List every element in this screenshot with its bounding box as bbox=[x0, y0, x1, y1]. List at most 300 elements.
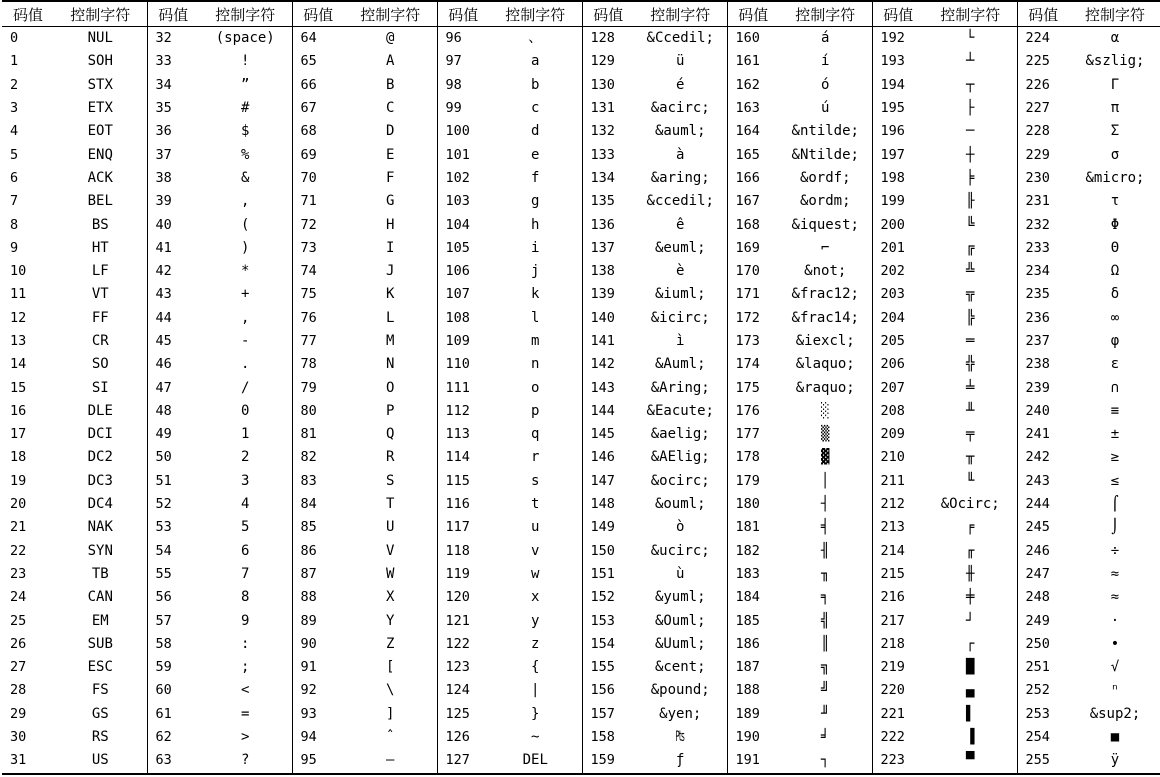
control-char-cell: CR bbox=[91, 333, 109, 349]
code-value-cell: 147 bbox=[582, 470, 634, 493]
control-char-cell: FS bbox=[91, 682, 109, 699]
code-value-cell: 51 bbox=[147, 470, 199, 493]
code-value-cell: 185 bbox=[727, 609, 779, 632]
code-value-cell: 91 bbox=[292, 656, 344, 679]
control-char-cell: &raquo; bbox=[795, 379, 855, 396]
code-value-cell: 79 bbox=[292, 376, 344, 399]
control-char-cell: V bbox=[386, 542, 395, 559]
code-value-cell: 41 bbox=[147, 237, 199, 260]
code-value-cell: 201 bbox=[872, 237, 924, 260]
control-char-cell: 0 bbox=[241, 402, 250, 419]
code-value-cell: 191 bbox=[727, 749, 779, 773]
table-row bbox=[2, 190, 1160, 213]
code-value-cell: 81 bbox=[292, 423, 344, 446]
control-char-cell: v bbox=[531, 542, 540, 559]
code-value-cell: 159 bbox=[582, 749, 634, 773]
code-value-cell: 253 bbox=[1017, 703, 1069, 726]
table-row bbox=[2, 50, 1160, 73]
control-char-cell: ┤ bbox=[821, 496, 830, 513]
code-value-cell: 115 bbox=[437, 470, 489, 493]
code-value-cell: 61 bbox=[147, 703, 199, 726]
code-value-cell: 4 bbox=[10, 123, 19, 140]
control-char-cell: DLE bbox=[87, 402, 113, 419]
code-value-cell: 150 bbox=[582, 540, 634, 563]
code-value-cell: 12 bbox=[10, 309, 27, 326]
code-value-cell: 228 bbox=[1017, 120, 1069, 143]
code-value-cell: 206 bbox=[872, 353, 924, 376]
control-char-cell: $ bbox=[241, 123, 250, 140]
control-char-cell: C bbox=[386, 100, 395, 117]
control-char-cell: ┘ bbox=[966, 612, 975, 629]
header-char-label: 控制字符 bbox=[54, 1, 147, 27]
control-char-cell: ■ bbox=[1110, 729, 1120, 746]
control-char-cell: &ouml; bbox=[654, 496, 706, 513]
code-value-cell: 55 bbox=[147, 563, 199, 586]
control-char-cell: &laquo; bbox=[795, 356, 855, 373]
code-value-cell: 161 bbox=[727, 50, 779, 73]
code-value-cell: 30 bbox=[10, 729, 27, 746]
control-char-cell: ╖ bbox=[821, 565, 830, 582]
table-row bbox=[2, 540, 1160, 563]
control-char-cell: TB bbox=[91, 565, 109, 582]
control-char-cell: B bbox=[386, 76, 395, 93]
code-value-cell: 210 bbox=[872, 446, 924, 469]
code-value-cell: 243 bbox=[1017, 470, 1069, 493]
code-value-cell: 255 bbox=[1017, 749, 1069, 773]
control-char-cell: @ bbox=[386, 30, 395, 47]
control-char-cell: SO bbox=[91, 356, 109, 373]
code-value-cell: 215 bbox=[872, 563, 924, 586]
control-char-cell: &icirc; bbox=[650, 309, 710, 326]
code-value-cell: 156 bbox=[582, 679, 634, 702]
control-char-cell: 3 bbox=[241, 472, 250, 489]
control-char-cell: 2 bbox=[241, 449, 250, 466]
code-value-cell: 127 bbox=[437, 749, 489, 773]
control-char-cell: &ocirc; bbox=[650, 472, 710, 489]
code-value-cell: 236 bbox=[1017, 307, 1069, 330]
code-value-cell: 67 bbox=[292, 97, 344, 120]
code-value-cell: 184 bbox=[727, 586, 779, 609]
control-char-cell: t bbox=[531, 496, 540, 513]
table-row bbox=[2, 260, 1160, 283]
code-value-cell: 15 bbox=[10, 379, 27, 396]
control-char-cell: ÿ bbox=[1069, 749, 1160, 773]
code-value-cell: 177 bbox=[727, 423, 779, 446]
header-code-label: 码值 bbox=[872, 1, 924, 27]
control-char-cell: e bbox=[531, 146, 540, 163]
code-value-cell: 75 bbox=[292, 283, 344, 306]
header-code-label: 码值 bbox=[147, 1, 199, 27]
code-value-cell: 199 bbox=[872, 190, 924, 213]
control-char-cell: 6 bbox=[241, 542, 250, 559]
code-value-cell: 245 bbox=[1017, 516, 1069, 539]
table-row bbox=[2, 307, 1160, 330]
control-char-cell: &cent; bbox=[654, 659, 706, 676]
code-value-cell: 31 bbox=[2, 749, 54, 773]
control-char-cell: CAN bbox=[87, 589, 113, 606]
control-char-cell: ╔ bbox=[966, 239, 975, 256]
code-value-cell: 62 bbox=[147, 726, 199, 749]
code-value-cell: 106 bbox=[437, 260, 489, 283]
control-char-cell: ╞ bbox=[966, 169, 975, 186]
control-char-cell: ╪ bbox=[966, 589, 975, 606]
control-char-cell: ╗ bbox=[821, 659, 830, 676]
code-value-cell: 248 bbox=[1017, 586, 1069, 609]
code-value-cell: 186 bbox=[727, 633, 779, 656]
control-char-cell: &Ntilde; bbox=[791, 146, 859, 163]
control-char-cell: I bbox=[386, 239, 395, 256]
code-value-cell: 21 bbox=[10, 519, 27, 536]
control-char-cell: > bbox=[241, 729, 250, 746]
control-char-cell: ┴ bbox=[966, 53, 975, 70]
control-char-cell: ) bbox=[241, 239, 250, 256]
control-char-cell: ┐ bbox=[779, 749, 872, 773]
table-row bbox=[2, 679, 1160, 702]
code-value-cell: 87 bbox=[292, 563, 344, 586]
code-value-cell: 69 bbox=[292, 143, 344, 166]
table-row bbox=[2, 470, 1160, 493]
code-value-cell: 233 bbox=[1017, 237, 1069, 260]
control-char-cell: NAK bbox=[87, 519, 113, 536]
control-char-cell: GS bbox=[91, 705, 109, 722]
control-char-cell: Φ bbox=[1110, 216, 1120, 233]
control-char-cell: l bbox=[531, 309, 540, 326]
code-value-cell: 98 bbox=[437, 74, 489, 97]
code-value-cell: 226 bbox=[1017, 74, 1069, 97]
control-char-cell: RS bbox=[91, 729, 109, 746]
code-value-cell: 20 bbox=[10, 496, 27, 513]
code-value-cell: 205 bbox=[872, 330, 924, 353]
control-char-cell: &Aring; bbox=[650, 379, 710, 396]
code-value-cell: 170 bbox=[727, 260, 779, 283]
control-char-cell: π bbox=[1110, 100, 1120, 117]
header-char-label: 控制字符 bbox=[1069, 1, 1160, 27]
control-char-cell: &aelig; bbox=[650, 426, 710, 443]
control-char-cell: ╤ bbox=[966, 426, 975, 443]
code-value-cell: 227 bbox=[1017, 97, 1069, 120]
control-char-cell: ETX bbox=[87, 100, 113, 117]
code-value-cell: 239 bbox=[1017, 376, 1069, 399]
code-value-cell: 234 bbox=[1017, 260, 1069, 283]
control-char-cell: ESC bbox=[87, 659, 113, 676]
code-value-cell: 86 bbox=[292, 540, 344, 563]
code-value-cell: 49 bbox=[147, 423, 199, 446]
code-value-cell: 162 bbox=[727, 74, 779, 97]
code-value-cell: 176 bbox=[727, 400, 779, 423]
control-char-cell: ╫ bbox=[966, 565, 975, 582]
code-value-cell: 231 bbox=[1017, 190, 1069, 213]
code-value-cell: 119 bbox=[437, 563, 489, 586]
header-char-label: 控制字符 bbox=[489, 1, 582, 27]
table-row bbox=[2, 143, 1160, 166]
control-char-cell: ü bbox=[676, 53, 685, 70]
code-value-cell: 247 bbox=[1017, 563, 1069, 586]
code-value-cell: 110 bbox=[437, 353, 489, 376]
control-char-cell: &ucirc; bbox=[650, 542, 710, 559]
control-char-cell: τ bbox=[1110, 193, 1120, 210]
control-char-cell: 4 bbox=[241, 496, 250, 513]
header-char-label: 控制字符 bbox=[634, 1, 727, 27]
control-char-cell: 5 bbox=[241, 519, 250, 536]
code-value-cell: 180 bbox=[727, 493, 779, 516]
code-value-cell: 99 bbox=[437, 97, 489, 120]
control-char-cell: M bbox=[386, 333, 395, 349]
control-char-cell: + bbox=[241, 286, 250, 303]
code-value-cell: 194 bbox=[872, 74, 924, 97]
code-value-cell: 174 bbox=[727, 353, 779, 376]
control-char-cell: . bbox=[241, 356, 250, 373]
control-char-cell: ╕ bbox=[821, 589, 830, 606]
table-row bbox=[2, 749, 1160, 773]
code-value-cell: 76 bbox=[292, 307, 344, 330]
code-value-cell: 146 bbox=[582, 446, 634, 469]
control-char-cell: FF bbox=[91, 309, 109, 326]
control-char-cell: H bbox=[386, 216, 395, 233]
code-value-cell: 24 bbox=[10, 589, 27, 606]
control-char-cell: é bbox=[676, 76, 685, 93]
code-value-cell: 240 bbox=[1017, 400, 1069, 423]
code-value-cell: 107 bbox=[437, 283, 489, 306]
code-value-cell: 230 bbox=[1017, 167, 1069, 190]
code-value-cell: 28 bbox=[10, 682, 27, 699]
code-value-cell: 103 bbox=[437, 190, 489, 213]
control-char-cell: { bbox=[531, 659, 540, 676]
code-value-cell: 249 bbox=[1017, 609, 1069, 632]
code-value-cell: 224 bbox=[1017, 27, 1069, 51]
code-value-cell: 129 bbox=[582, 50, 634, 73]
control-char-cell: ÷ bbox=[1110, 542, 1120, 559]
code-value-cell: 246 bbox=[1017, 540, 1069, 563]
code-value-cell: 5 bbox=[10, 146, 19, 163]
code-value-cell: 45 bbox=[147, 330, 199, 353]
table-row bbox=[2, 376, 1160, 399]
control-char-cell: b bbox=[531, 76, 540, 93]
code-value-cell: 211 bbox=[872, 470, 924, 493]
control-char-cell: █ bbox=[966, 659, 975, 676]
control-char-cell: &auml; bbox=[654, 123, 706, 140]
control-char-cell: &ordf; bbox=[799, 169, 851, 186]
control-char-cell: ░ bbox=[821, 402, 830, 419]
code-value-cell: 178 bbox=[727, 446, 779, 469]
control-char-cell: / bbox=[241, 379, 250, 396]
control-char-cell: i bbox=[531, 239, 540, 256]
control-char-cell: ” bbox=[241, 76, 250, 93]
header-char-label: 控制字符 bbox=[344, 1, 437, 27]
control-char-cell: &ordm; bbox=[799, 193, 851, 210]
code-value-cell: 214 bbox=[872, 540, 924, 563]
control-char-cell: m bbox=[531, 333, 540, 349]
control-char-cell: P bbox=[386, 402, 395, 419]
control-char-cell: - bbox=[241, 333, 250, 349]
code-value-cell: 133 bbox=[582, 143, 634, 166]
control-char-cell: ƒ bbox=[634, 749, 727, 773]
control-char-cell: U bbox=[386, 519, 395, 536]
table-row bbox=[2, 516, 1160, 539]
code-value-cell: 100 bbox=[437, 120, 489, 143]
control-char-cell: Z bbox=[386, 635, 395, 652]
code-value-cell: 197 bbox=[872, 143, 924, 166]
control-char-cell: 1 bbox=[241, 426, 250, 443]
code-value-cell: 56 bbox=[147, 586, 199, 609]
code-value-cell: 50 bbox=[147, 446, 199, 469]
code-value-cell: 140 bbox=[582, 307, 634, 330]
code-value-cell: 22 bbox=[10, 542, 27, 559]
control-char-cell: x bbox=[531, 589, 540, 606]
control-char-cell: ╢ bbox=[821, 542, 830, 559]
code-value-cell: 151 bbox=[582, 563, 634, 586]
control-char-cell: ε bbox=[1110, 356, 1120, 373]
code-value-cell: 42 bbox=[147, 260, 199, 283]
code-value-cell: 157 bbox=[582, 703, 634, 726]
control-char-cell: ∩ bbox=[1110, 379, 1120, 396]
control-char-cell: K bbox=[386, 286, 395, 303]
code-value-cell: 158 bbox=[582, 726, 634, 749]
code-value-cell: 52 bbox=[147, 493, 199, 516]
code-value-cell: 237 bbox=[1017, 330, 1069, 353]
control-char-cell: &Auml; bbox=[654, 356, 706, 373]
code-value-cell: 112 bbox=[437, 400, 489, 423]
control-char-cell: j bbox=[531, 263, 540, 280]
table-row bbox=[2, 237, 1160, 260]
control-char-cell: ╩ bbox=[966, 263, 975, 280]
code-value-cell: 135 bbox=[582, 190, 634, 213]
table-row bbox=[2, 120, 1160, 143]
code-value-cell: 58 bbox=[147, 633, 199, 656]
control-char-cell: &ntilde; bbox=[791, 123, 859, 140]
header-code-label: 码值 bbox=[437, 1, 489, 27]
table-row bbox=[2, 213, 1160, 236]
control-char-cell: 、 bbox=[528, 30, 543, 47]
control-char-cell: F bbox=[386, 169, 395, 186]
table-row bbox=[2, 609, 1160, 632]
code-value-cell: 65 bbox=[292, 50, 344, 73]
control-char-cell: ▒ bbox=[821, 426, 830, 443]
control-char-cell: 9 bbox=[241, 612, 250, 629]
control-char-cell: X bbox=[386, 589, 395, 606]
code-value-cell: 182 bbox=[727, 540, 779, 563]
code-value-cell: 125 bbox=[437, 703, 489, 726]
code-value-cell: 109 bbox=[437, 330, 489, 353]
code-value-cell: 6 bbox=[10, 169, 19, 186]
control-char-cell: ~ bbox=[531, 729, 540, 746]
control-char-cell: &frac12; bbox=[791, 286, 859, 303]
code-value-cell: 132 bbox=[582, 120, 634, 143]
control-char-cell: ˆ bbox=[386, 729, 395, 746]
code-value-cell: 207 bbox=[872, 376, 924, 399]
code-value-cell: 94 bbox=[292, 726, 344, 749]
code-value-cell: 96 bbox=[437, 27, 489, 51]
control-char-cell: a bbox=[531, 53, 540, 70]
control-char-cell: &not; bbox=[804, 263, 847, 280]
control-char-cell: ┌ bbox=[966, 635, 975, 652]
control-char-cell: VT bbox=[91, 286, 109, 303]
control-char-cell: à bbox=[676, 146, 685, 163]
control-char-cell: N bbox=[386, 356, 395, 373]
control-char-cell: ± bbox=[1110, 426, 1120, 443]
control-char-cell: &Ccedil; bbox=[646, 30, 714, 47]
code-value-cell: 212 bbox=[872, 493, 924, 516]
code-value-cell: 92 bbox=[292, 679, 344, 702]
control-char-cell: * bbox=[241, 263, 250, 280]
control-char-cell: W bbox=[386, 565, 395, 582]
control-char-cell: k bbox=[531, 286, 540, 303]
code-value-cell: 84 bbox=[292, 493, 344, 516]
control-char-cell: √ bbox=[1110, 659, 1120, 676]
table-row bbox=[2, 703, 1160, 726]
header-char-label: 控制字符 bbox=[199, 1, 292, 27]
control-char-cell: \ bbox=[386, 682, 395, 699]
control-char-cell: STX bbox=[87, 76, 113, 93]
control-char-cell: ≡ bbox=[1110, 402, 1120, 419]
table-row bbox=[2, 400, 1160, 423]
code-value-cell: 74 bbox=[292, 260, 344, 283]
code-value-cell: 0 bbox=[10, 30, 19, 47]
control-char-cell: ╦ bbox=[966, 286, 975, 303]
control-char-cell: u bbox=[531, 519, 540, 536]
control-char-cell: ≤ bbox=[1110, 472, 1120, 489]
code-value-cell: 40 bbox=[147, 213, 199, 236]
control-char-cell: o bbox=[531, 379, 540, 396]
code-value-cell: 26 bbox=[10, 635, 27, 652]
code-value-cell: 198 bbox=[872, 167, 924, 190]
table-row bbox=[2, 656, 1160, 679]
control-char-cell: ? bbox=[199, 749, 292, 773]
control-char-cell: DC4 bbox=[87, 496, 113, 513]
code-value-cell: 141 bbox=[582, 330, 634, 353]
table-row bbox=[2, 633, 1160, 656]
code-value-cell: 221 bbox=[872, 703, 924, 726]
code-value-cell: 190 bbox=[727, 726, 779, 749]
code-value-cell: 35 bbox=[147, 97, 199, 120]
control-char-cell: ┼ bbox=[966, 146, 975, 163]
control-char-cell: &yen; bbox=[659, 705, 702, 722]
code-value-cell: 29 bbox=[10, 705, 27, 722]
control-char-cell: DC2 bbox=[87, 449, 113, 466]
code-value-cell: 235 bbox=[1017, 283, 1069, 306]
code-value-cell: 102 bbox=[437, 167, 489, 190]
code-value-cell: 208 bbox=[872, 400, 924, 423]
control-char-cell: ú bbox=[821, 100, 830, 117]
code-value-cell: 38 bbox=[147, 167, 199, 190]
code-value-cell: 80 bbox=[292, 400, 344, 423]
table-row bbox=[2, 330, 1160, 353]
code-value-cell: 149 bbox=[582, 516, 634, 539]
table-row bbox=[2, 27, 1160, 51]
code-value-cell: 113 bbox=[437, 423, 489, 446]
control-char-cell: ( bbox=[241, 216, 250, 233]
control-char-cell: &iexcl; bbox=[795, 333, 855, 349]
control-char-cell: &szlig; bbox=[1085, 53, 1145, 70]
control-char-cell: r bbox=[531, 449, 540, 466]
control-char-cell: &Uuml; bbox=[654, 635, 706, 652]
control-char-cell: ⌐ bbox=[821, 239, 830, 256]
control-char-cell: BS bbox=[91, 216, 109, 233]
control-char-cell: ▐ bbox=[966, 729, 975, 746]
control-char-cell: w bbox=[531, 565, 540, 582]
code-value-cell: 126 bbox=[437, 726, 489, 749]
control-char-cell: [ bbox=[386, 659, 395, 676]
code-value-cell: 143 bbox=[582, 376, 634, 399]
control-char-cell: ] bbox=[386, 705, 395, 722]
control-char-cell: , bbox=[241, 193, 250, 210]
control-char-cell: ╬ bbox=[966, 356, 975, 373]
control-char-cell: &Ouml; bbox=[654, 612, 706, 629]
code-value-cell: 116 bbox=[437, 493, 489, 516]
header-row bbox=[2, 1, 1160, 27]
code-value-cell: 114 bbox=[437, 446, 489, 469]
table-row bbox=[2, 726, 1160, 749]
code-value-cell: 195 bbox=[872, 97, 924, 120]
